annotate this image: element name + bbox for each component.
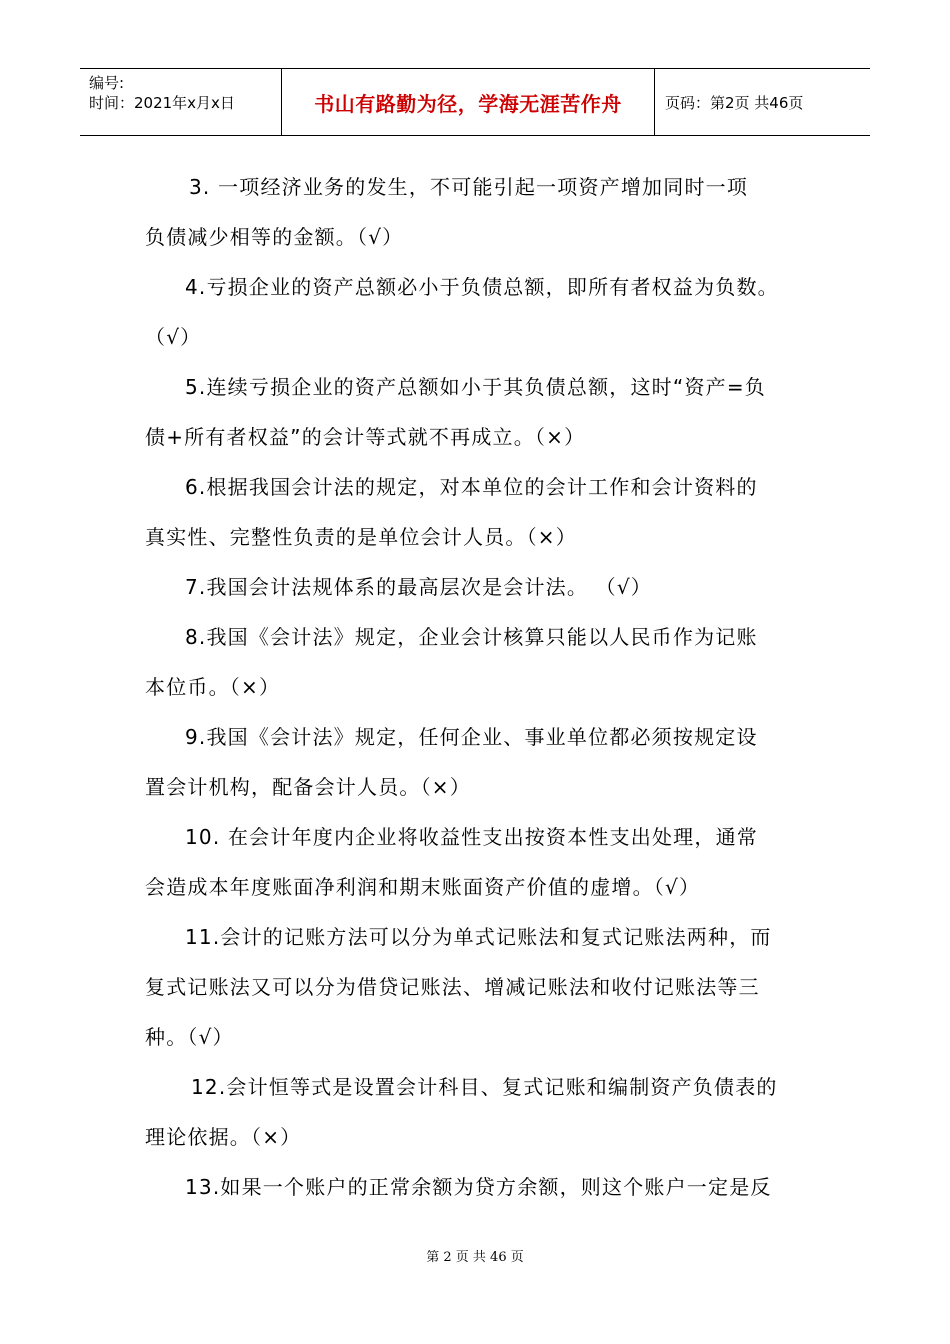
text-line: 11.会计的记账方法可以分为单式记账法和复式记账法两种，而 [185,925,772,949]
text-line: 12.会计恒等式是设置会计科目、复式记账和编制资产负债表的 [191,1075,778,1099]
number-label: 编号: [89,74,125,92]
header-page-info-cell [655,69,870,135]
text-line: 5.连续亏损企业的资产总额如小于其负债总额，这时“资产=负 [185,375,767,399]
header-page-info: 页码：第2页 共46页 [665,93,804,112]
text-line: 10. 在会计年度内企业将收益性支出按资本性支出处理，通常 [185,825,758,849]
text-line: 置会计机构，配备会计人员。（×） [145,775,471,799]
text-line: 种。（√） [145,1025,234,1049]
text-line: 本位币。（×） [145,675,281,699]
header-motto-cell [282,69,655,135]
text-line: 9.我国《会计法》规定，任何企业、事业单位都必须按规定设 [185,725,758,749]
text-line: （√） [145,325,202,349]
header-meta [80,69,282,135]
text-line: 真实性、完整性负责的是单位会计人员。（×） [145,525,577,549]
text-line: 3. 一项经济业务的发生，不可能引起一项资产增加同时一项 [189,175,749,199]
text-line: 8.我国《会计法》规定，企业会计核算只能以人民币作为记账 [185,625,758,649]
text-line: 会造成本年度账面净利润和期末账面资产价值的虚增。（√） [145,875,701,899]
page-header [80,68,870,136]
document-body [145,162,810,1212]
text-line: 7.我国会计法规体系的最高层次是会计法。 （√） [185,575,652,599]
text-line: 4.亏损企业的资产总额必小于负债总额，即所有者权益为负数。 [185,275,779,299]
text-line: 负债减少相等的金额。（√） [145,225,404,249]
text-line: 理论依据。（×） [145,1125,302,1149]
footer-page-number: 第 2 页 共 46 页 [426,1250,524,1265]
header-motto: 书山有路勤为径，学海无涯苦作舟 [314,91,622,116]
date-label: 时间：2021年x月x日 [89,94,235,112]
page-footer [0,1246,950,1265]
text-line: 复式记账法又可以分为借贷记账法、增减记账法和收付记账法等三 [145,975,760,999]
text-line: 债+所有者权益”的会计等式就不再成立。（×） [145,425,586,449]
text-line: 13.如果一个账户的正常余额为贷方余额，则这个账户一定是反 [185,1175,772,1199]
text-line: 6.根据我国会计法的规定，对本单位的会计工作和会计资料的 [185,475,758,499]
